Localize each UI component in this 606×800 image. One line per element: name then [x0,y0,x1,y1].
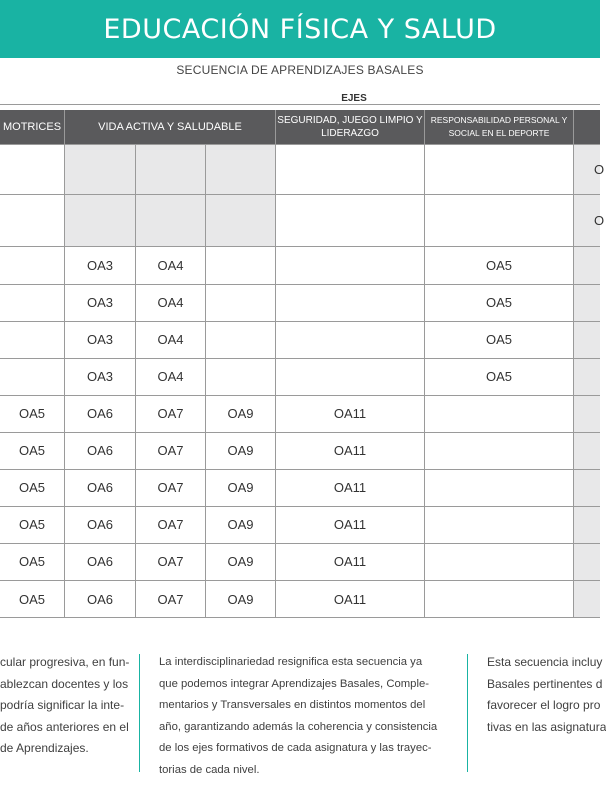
table-cell: OA5 [485,295,512,310]
empty-gray-cell [65,145,135,246]
table-cell: OA9 [227,406,254,421]
table-cell: OA11 [333,406,367,421]
header-cut [574,110,600,144]
table-cell: OA5 [18,517,45,532]
page-title: EDUCACIÓN FÍSICA Y SALUD [103,14,497,45]
table-cell: OA6 [86,480,113,495]
grid-line [205,144,206,617]
table-cell: OA5 [485,258,512,273]
grid-line [0,617,600,618]
ejes-label: EJES [341,93,367,104]
table-cell: OA7 [157,517,184,532]
grid-line [573,110,574,617]
table-cell: OA11 [333,443,367,458]
grid-line [0,104,600,105]
edge-partial-text: O [594,162,605,177]
table-cell: OA4 [157,369,184,384]
grid-line [0,580,600,581]
table-cell: OA7 [157,443,184,458]
table-cell: OA9 [227,517,254,532]
table-cell: OA5 [18,554,45,569]
grid-line [0,358,600,359]
table-cell: OA11 [333,517,367,532]
table-cell: OA11 [333,480,367,495]
table-cell: OA5 [18,480,45,495]
table-cell: OA7 [157,406,184,421]
footer-paragraph-left: cular progresiva, en fun- ablezcan docentes y los podría significar la inte- de años anteriores en el de Aprendizajes. [0,655,130,756]
table-cell: OA6 [86,517,113,532]
table-cell: OA6 [86,406,113,421]
header-seguridad: SEGURIDAD, JUEGO LIMPIO Y LIDERAZGO [276,110,424,144]
table-cell: OA4 [157,332,184,347]
table-cell: OA3 [86,369,113,384]
grid-line [64,110,65,617]
table-cell: OA6 [86,592,113,607]
column-separator [467,654,468,772]
grid-line [0,144,600,145]
empty-gray-cell [206,145,275,246]
header-vida-activa: VIDA ACTIVA Y SALUDABLE [65,110,275,144]
table-cell: OA5 [485,369,512,384]
table-cell: OA9 [227,554,254,569]
grid-line [0,506,600,507]
table-cell: OA5 [18,592,45,607]
grid-line [0,194,600,195]
grid-line [0,432,600,433]
column-separator [139,654,140,772]
table-cell: OA5 [18,443,45,458]
table-cell: OA5 [18,406,45,421]
table-cell: OA6 [86,554,113,569]
header-responsabilidad: RESPONSABILIDAD PERSONAL Y SOCIAL EN EL DEPORTE [425,110,573,144]
table-cell: OA3 [86,295,113,310]
table-cell: OA3 [86,258,113,273]
table-cell: OA9 [227,592,254,607]
footer-paragraph-right: Esta secuencia incluy Basales pertinentes d favorecer el logro pro tivas en las asignatura [487,655,606,734]
grid-line [424,110,425,617]
empty-gray-cell [136,145,205,246]
title-banner [0,0,600,58]
table-cell: OA4 [157,295,184,310]
table-cell: OA3 [86,332,113,347]
grid-line [0,469,600,470]
grid-line [0,246,600,247]
edge-partial-text: O [594,213,605,228]
table-cell: OA4 [157,258,184,273]
table-cell: OA5 [485,332,512,347]
table-cell: OA11 [333,592,367,607]
grid-line [0,321,600,322]
table-cell: OA11 [333,554,367,569]
grid-line [0,395,600,396]
grid-line [0,543,600,544]
page-subtitle: SECUENCIA DE APRENDIZAJES BASALES [176,63,424,77]
grid-line [0,284,600,285]
table-cell: OA6 [86,443,113,458]
table-cell: OA7 [157,554,184,569]
grid-line [275,110,276,617]
table-cell: OA7 [157,592,184,607]
table-cell: OA7 [157,480,184,495]
table-cell: OA9 [227,480,254,495]
header-motrices: MOTRICES [0,110,64,144]
table-cell: OA9 [227,443,254,458]
footer-paragraph-middle: La interdisciplinariedad resignifica esta secuencia ya que podemos integrar Aprendizajes Basales, Comple- mentarios y Transversales en distintos momentos del año, garantizando además la coherencia y consistencia de los ejes formativos de cada asignatura y las trayec- torias de cada nivel. [159,656,438,776]
